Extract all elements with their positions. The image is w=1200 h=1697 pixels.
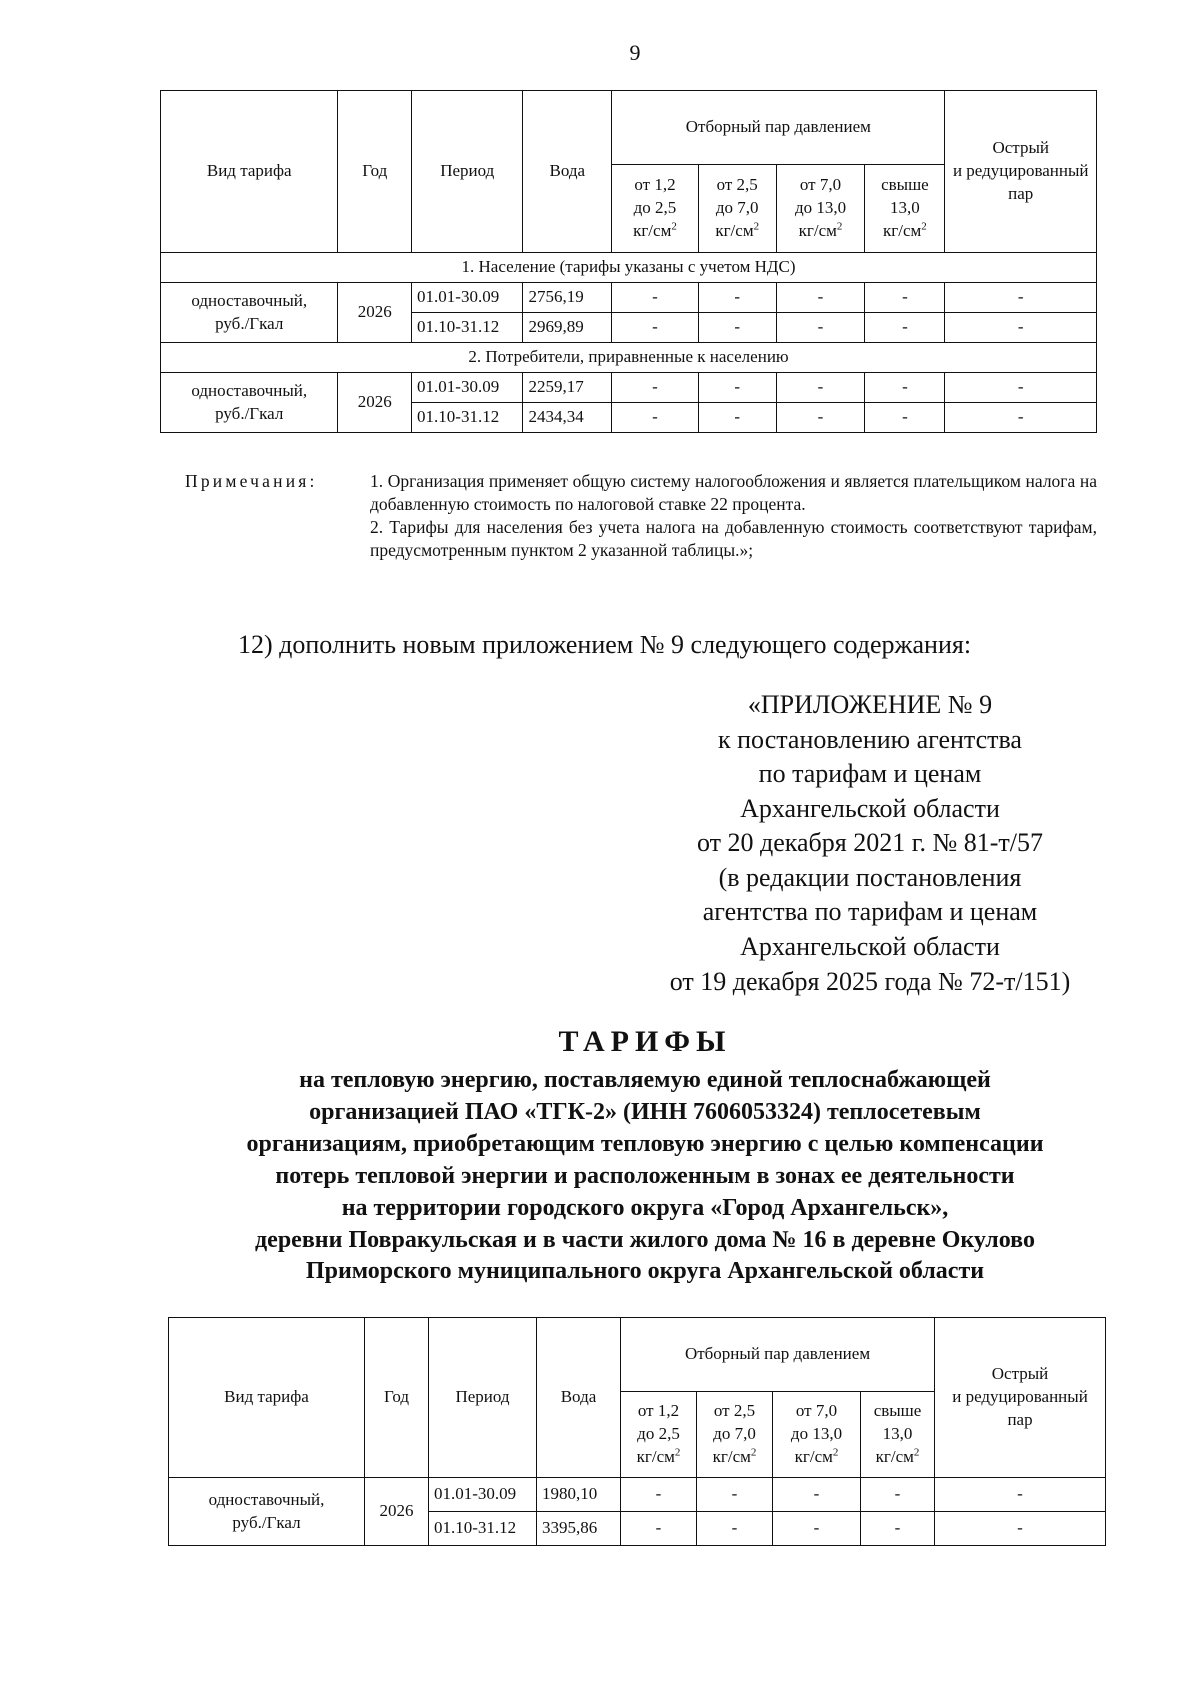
tariff-type-line1: одноставочный,: [191, 380, 308, 400]
cell-tariff-type: [161, 283, 338, 343]
header-steam-3-to: до 13,0: [794, 198, 847, 218]
cell-dash: -: [945, 403, 1097, 433]
table-row: [169, 1478, 1106, 1512]
header-steam-1-to: до 2,5: [637, 1424, 680, 1444]
cell-dash: -: [612, 283, 699, 313]
header-steam-2-unit: $кг/см^2$: [715, 220, 760, 240]
cell-water: 2756,19: [523, 283, 612, 313]
cell-dash: -: [697, 1478, 773, 1512]
cell-dash: -: [776, 313, 865, 343]
cell-dash: -: [945, 283, 1097, 313]
header-steam-4-unit: $кг/см^2$: [883, 220, 927, 240]
cell-dash: -: [861, 1478, 935, 1512]
cell-period: 01.10-31.12: [412, 313, 523, 343]
cell-period: 01.01-30.09: [429, 1478, 537, 1512]
cell-year: 2026: [338, 283, 412, 343]
cell-dash: -: [612, 313, 699, 343]
header-steam-group: Отборный пар давлением: [621, 1318, 935, 1392]
tariff-table-1: [160, 90, 1097, 433]
header-sharp-line3: пар: [1007, 1409, 1033, 1429]
header-steam-2-to: до 7,0: [713, 1424, 756, 1444]
cell-dash: -: [935, 1512, 1106, 1546]
header-sharp-line2: и редуцированный: [952, 161, 1089, 181]
header-steam-3-to: до 13,0: [790, 1424, 843, 1444]
tariff-type-line2: руб./Гкал: [232, 1512, 301, 1532]
header-water: Вода: [537, 1318, 621, 1478]
cell-dash: -: [935, 1478, 1106, 1512]
tariff-type-line2: руб./Гкал: [215, 313, 284, 333]
header-steam-2-from: от 2,5: [716, 175, 758, 195]
header-steam-1: [621, 1392, 697, 1478]
header-steam-group: Отборный пар давлением: [612, 91, 945, 165]
appendix-line: по тарифам и ценам: [758, 759, 982, 789]
header-steam-1-unit: $кг/см^2$: [633, 220, 677, 240]
cell-dash: -: [698, 403, 776, 433]
cell-water: 2259,17: [523, 373, 612, 403]
cell-dash: -: [945, 313, 1097, 343]
header-steam-3: [776, 165, 865, 253]
subtitle-line: на тепловую энергию, поставляемую единой теплоснабжающей: [299, 1067, 991, 1093]
cell-dash: -: [612, 373, 699, 403]
header-steam-3-from: от 7,0: [799, 175, 842, 195]
header-sharp-line1: Острый: [992, 138, 1049, 158]
header-sharp-steam: [945, 91, 1097, 253]
cell-dash: -: [621, 1478, 697, 1512]
cell-dash: -: [612, 403, 699, 433]
appendix-line: Архангельской области: [740, 932, 1000, 962]
appendix-line: агентства по тарифам и ценам: [702, 897, 1038, 927]
subtitle-line: потерь тепловой энергии и расположенным в зонах ее деятельности: [275, 1162, 1015, 1189]
header-steam-1-from: от 1,2: [637, 1401, 680, 1421]
cell-tariff-type: [169, 1478, 365, 1546]
cell-dash: -: [698, 283, 776, 313]
page-number: 9: [629, 40, 641, 65]
cell-dash: -: [865, 403, 945, 433]
header-steam-4-from: свыше: [881, 175, 929, 195]
tariff-type-line1: одноставочный,: [208, 1489, 325, 1509]
cell-dash: -: [865, 283, 945, 313]
appendix-line: от 20 декабря 2021 г. № 81-т/57: [696, 828, 1044, 858]
appendix-line: к постановлению агентства: [718, 724, 1022, 754]
header-period: Период: [429, 1318, 537, 1478]
amendment-instruction: 12) дополнить новым приложением № 9 следующего содержания:: [238, 630, 972, 659]
header-steam-4-to: 13,0: [882, 1424, 913, 1444]
header-sharp-line1: Острый: [991, 1364, 1049, 1384]
cell-dash: -: [773, 1478, 861, 1512]
table-row: [161, 283, 1097, 313]
header-steam-2-to: до 7,0: [715, 198, 759, 218]
appendix-line: (в редакции постановления: [718, 862, 1022, 892]
tariff-type-line2: руб./Гкал: [215, 403, 284, 423]
cell-water: 2434,34: [523, 403, 612, 433]
header-year: Год: [338, 91, 412, 253]
cell-period: 01.01-30.09: [412, 373, 523, 403]
header-steam-1-to: до 2,5: [633, 198, 677, 218]
header-period: Период: [412, 91, 523, 253]
cell-year: 2026: [365, 1478, 429, 1546]
header-sharp-line2: и редуцированный: [952, 1387, 1088, 1407]
cell-dash: -: [698, 373, 776, 403]
table-row: [161, 373, 1097, 403]
subtitle-line: организацией ПАО «ТГК-2» (ИНН 7606053324) теплосетевым: [309, 1098, 981, 1125]
header-sharp-steam: [935, 1318, 1106, 1478]
cell-dash: -: [776, 283, 865, 313]
appendix-header: [620, 688, 1120, 999]
cell-water: 3395,86: [537, 1512, 621, 1546]
subtitle-line: Приморского муниципального округа Архангельской области: [305, 1258, 985, 1285]
cell-dash: -: [865, 313, 945, 343]
subtitle-line: на территории городского округа «Город Архангельск»,: [341, 1194, 949, 1221]
header-year: Год: [365, 1318, 429, 1478]
header-sharp-line3: пар: [1008, 183, 1034, 203]
subtitle-line: организациям, приобретающим тепловую энергию с целью компенсации: [246, 1130, 1044, 1157]
cell-dash: -: [945, 373, 1097, 403]
cell-dash: -: [773, 1512, 861, 1546]
cell-dash: -: [861, 1512, 935, 1546]
header-steam-4-unit: $кг/см^2$: [875, 1446, 920, 1466]
appendix-line: Архангельской области: [740, 793, 1000, 823]
document-subtitle: [150, 1065, 1140, 1288]
header-steam-4-to: 13,0: [890, 198, 920, 218]
cell-dash: -: [698, 313, 776, 343]
document-title: ТАРИФЫ: [558, 1025, 732, 1058]
cell-dash: -: [697, 1512, 773, 1546]
header-steam-1: [612, 165, 699, 253]
header-steam-2: [698, 165, 776, 253]
header-steam-2: [697, 1392, 773, 1478]
header-steam-3-unit: $кг/см^2$: [798, 220, 843, 240]
appendix-line: «ПРИЛОЖЕНИЕ № 9: [747, 690, 993, 719]
note-item-2: 2. Тарифы для населения без учета налога на добавленную стоимость соответствуют тарифам, предусмотренным пунктом 2 указанной таблицы.»;: [370, 517, 1097, 561]
cell-water: 2969,89: [523, 313, 612, 343]
cell-dash: -: [865, 373, 945, 403]
cell-dash: -: [776, 373, 865, 403]
notes-items: [370, 470, 1097, 562]
cell-dash: -: [776, 403, 865, 433]
cell-period: 01.01-30.09: [412, 283, 523, 313]
header-tariff-type: Вид тарифа: [169, 1318, 365, 1478]
cell-period: 01.10-31.12: [429, 1512, 537, 1546]
header-water: Вода: [523, 91, 612, 253]
notes-label: Примечания:: [185, 471, 318, 491]
header-steam-1-unit: $кг/см^2$: [636, 1446, 681, 1466]
header-steam-4-from: свыше: [873, 1401, 922, 1421]
header-steam-4: [861, 1392, 935, 1478]
section-population: 1. Население (тарифы указаны с учетом НДС): [161, 253, 1097, 283]
header-steam-3-unit: $кг/см^2$: [794, 1446, 839, 1466]
header-steam-1-from: от 1,2: [634, 175, 676, 195]
header-steam-2-from: от 2,5: [713, 1401, 756, 1421]
header-tariff-type: Вид тарифа: [161, 91, 338, 253]
cell-period: 01.10-31.12: [412, 403, 523, 433]
tariff-type-line1: одноставочный,: [191, 290, 308, 310]
header-steam-2-unit: $кг/см^2$: [712, 1446, 757, 1466]
header-steam-3-from: от 7,0: [795, 1401, 838, 1421]
note-item-1: 1. Организация применяет общую систему налогообложения и является плательщиком налога на добавленную стоимость по налоговой ставке 22 процента.: [370, 471, 1097, 515]
cell-tariff-type: [161, 373, 338, 433]
cell-dash: -: [621, 1512, 697, 1546]
tariff-table-2: [168, 1317, 1106, 1546]
appendix-line: от 19 декабря 2025 года № 72-т/151): [669, 966, 1071, 996]
cell-water: 1980,10: [537, 1478, 621, 1512]
cell-year: 2026: [338, 373, 412, 433]
subtitle-line: деревни Повракульская и в части жилого дома № 16 в деревне Окулово: [255, 1226, 1035, 1253]
section-equivalent-consumers: 2. Потребители, приравненные к населению: [161, 343, 1097, 373]
header-steam-3: [773, 1392, 861, 1478]
header-steam-4: [865, 165, 945, 253]
